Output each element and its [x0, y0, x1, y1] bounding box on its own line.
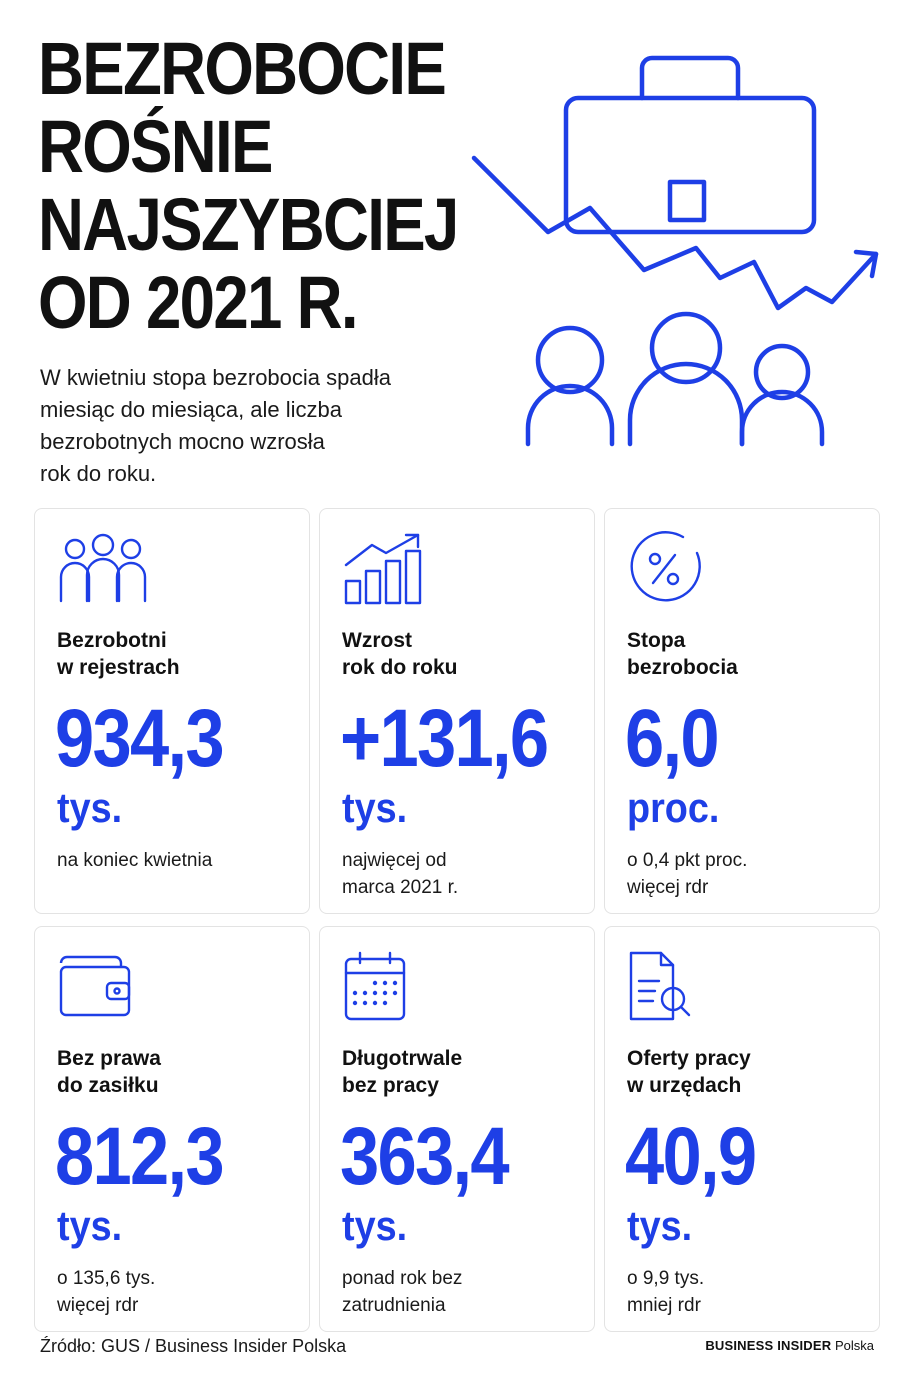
card-label-line: do zasiłku — [57, 1074, 159, 1097]
card-value: +131,6 — [340, 693, 548, 784]
brand-name: BUSINESS INSIDER — [705, 1338, 832, 1353]
people-group-icon — [57, 531, 149, 605]
stat-card-no-benefit — [34, 926, 310, 1332]
card-label — [627, 1045, 867, 1099]
percent-circle-icon — [627, 531, 719, 605]
card-label-line: w rejestrach — [57, 656, 180, 679]
document-search-icon — [627, 949, 719, 1023]
headline — [38, 27, 458, 344]
briefcase-trend-people-icon — [460, 40, 890, 450]
card-note — [57, 1265, 297, 1319]
source-note: Źródło: GUS / Business Insider Polska — [40, 1336, 347, 1356]
card-label — [57, 627, 297, 681]
card-note-line: zatrudnienia — [342, 1295, 446, 1316]
stat-card-unemployment-rate — [604, 508, 880, 914]
card-note-line: o 9,9 tys. — [627, 1268, 705, 1289]
lead-line: W kwietniu stopa bezrobocia spadła — [40, 365, 391, 390]
headline-line: OD 2021 R. — [38, 261, 357, 344]
card-label — [342, 1045, 582, 1099]
headline-line: BEZROBOCIE — [38, 27, 446, 110]
card-note-line: więcej rdr — [627, 877, 709, 898]
card-note — [57, 847, 297, 874]
card-unit: tys. — [627, 1202, 693, 1249]
brand-logo — [705, 1337, 874, 1355]
card-note-line: o 135,6 tys. — [57, 1268, 156, 1289]
wallet-icon — [57, 949, 149, 1023]
card-note-line: więcej rdr — [57, 1295, 139, 1316]
card-label-line: rok do roku — [342, 656, 458, 679]
calendar-icon — [342, 949, 434, 1023]
card-unit: tys. — [57, 1202, 123, 1249]
card-label-line: w urzędach — [627, 1074, 742, 1097]
stat-card-yoy-growth — [319, 508, 595, 914]
card-note-line: marca 2021 r. — [342, 877, 459, 898]
headline-line: ROŚNIE — [38, 105, 272, 188]
lead-line: rok do roku. — [40, 461, 157, 486]
stat-card-job-offers — [604, 926, 880, 1332]
card-value: 363,4 — [340, 1111, 508, 1202]
stat-card-long-term-unemployed — [319, 926, 595, 1332]
card-label-line: bez pracy — [342, 1074, 439, 1097]
headline-line: NAJSZYBCIEJ — [38, 183, 458, 266]
card-unit: tys. — [342, 1202, 408, 1249]
card-value: 6,0 — [625, 693, 718, 784]
card-label-line: bezrobocia — [627, 656, 738, 679]
lead-line: miesiąc do miesiąca, ale liczba — [40, 397, 343, 422]
card-label-line: Bez prawa — [57, 1047, 161, 1070]
card-note — [627, 847, 867, 901]
lead-paragraph — [40, 362, 460, 490]
card-unit: tys. — [342, 784, 408, 831]
card-note-line: mniej rdr — [627, 1295, 701, 1316]
card-label-line: Oferty pracy — [627, 1047, 751, 1070]
card-note — [342, 1265, 582, 1319]
stat-card-registered-unemployed — [34, 508, 310, 914]
card-note-line: ponad rok bez — [342, 1268, 463, 1289]
card-label-line: Bezrobotni — [57, 629, 167, 652]
card-value: 934,3 — [55, 693, 223, 784]
card-label-line: Wzrost — [342, 629, 412, 652]
card-note — [342, 847, 582, 901]
card-value: 812,3 — [55, 1111, 223, 1202]
card-label — [627, 627, 867, 681]
card-unit: proc. — [627, 784, 720, 831]
lead-line: bezrobotnych mocno wzrosła — [40, 429, 325, 454]
card-label — [57, 1045, 297, 1099]
card-note-line: o 0,4 pkt proc. — [627, 850, 748, 871]
brand-edition: Polska — [834, 1338, 874, 1353]
card-note — [627, 1265, 867, 1319]
card-label-line: Długotrwale — [342, 1047, 463, 1070]
bar-chart-growth-icon — [342, 531, 434, 605]
card-note-line: najwięcej od — [342, 850, 447, 871]
card-unit: tys. — [57, 784, 123, 831]
card-value: 40,9 — [625, 1111, 756, 1202]
card-label-line: Stopa — [627, 629, 686, 652]
card-label — [342, 627, 582, 681]
card-note-line: na koniec kwietnia — [57, 850, 213, 871]
